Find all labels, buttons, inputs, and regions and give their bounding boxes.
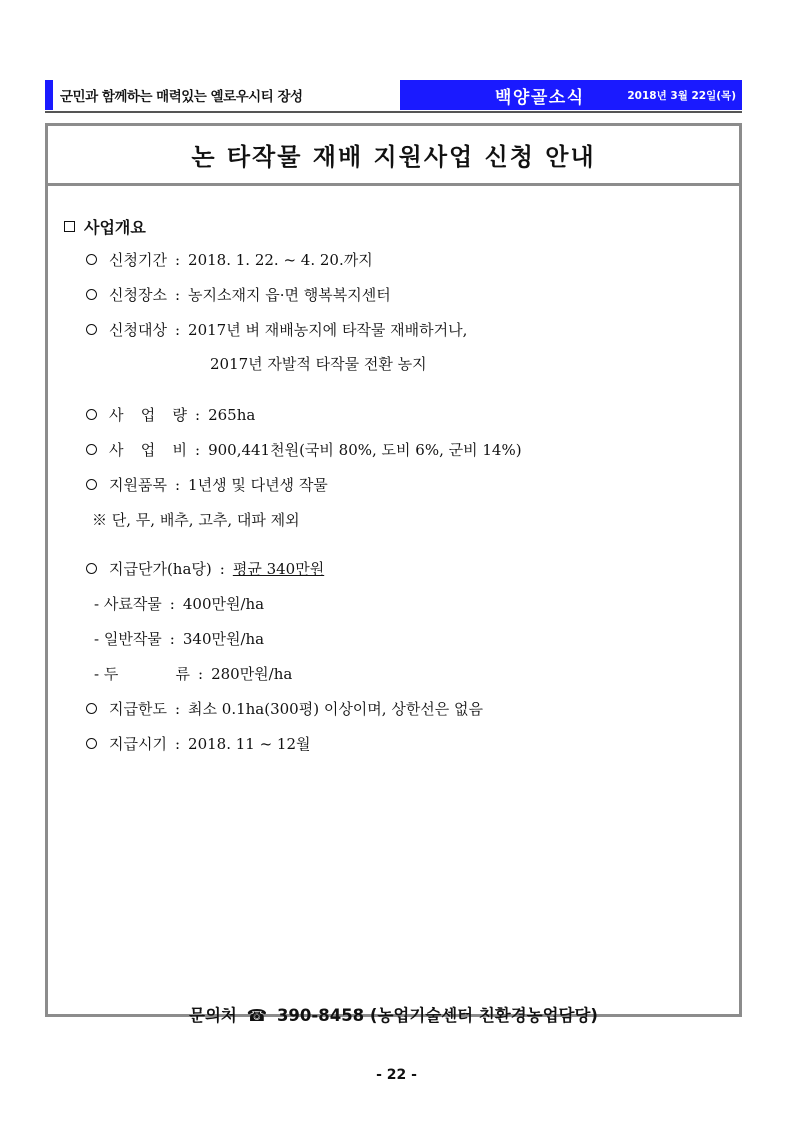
header-slogan: 군민과 함께하는 매력있는 옐로우시티 장성: [60, 89, 303, 105]
contact-info: [48, 1002, 739, 1026]
item-label: 사 업 량: [109, 406, 187, 424]
page-number: - 22 -: [376, 1067, 417, 1083]
circle-bullet-icon: [86, 289, 97, 300]
notice-title: 논 타작물 재배 지원사업 신청 안내: [48, 126, 739, 186]
section-heading-text: 사업개요: [84, 218, 146, 237]
price-feed-crops: - 사료작물 : 400만원/ha: [94, 594, 265, 613]
item-label: 신청장소: [109, 286, 167, 304]
section-heading: [64, 215, 146, 238]
item-period: 신청기간 : 2018. 1. 22. ~ 4. 20.까지: [86, 249, 373, 270]
circle-bullet-icon: [86, 409, 97, 420]
item-label: 지급시기: [109, 735, 167, 753]
newsletter-date: 2018년 3월 22일(목): [627, 90, 736, 102]
header-newsletter-banner: [400, 80, 742, 110]
item-label: 신청대상: [109, 321, 167, 339]
contact-department: (농업기술센터 친환경농업담당): [369, 1006, 598, 1025]
item-target-continued: [210, 353, 427, 374]
circle-bullet-icon: [86, 479, 97, 490]
item-target: 신청대상 : 2017년 벼 재배농지에 타작물 재배하거나,: [86, 319, 467, 340]
header-accent-bar: [45, 80, 53, 110]
item-value: 280만원/ha: [211, 665, 293, 683]
item-label: 신청기간: [109, 251, 167, 269]
circle-bullet-icon: [86, 324, 97, 335]
item-value: 2018. 1. 22. ~ 4. 20.까지: [188, 251, 373, 269]
notice-frame: [45, 123, 742, 1025]
item-limit: 지급한도 : 최소 0.1ha(300평) 이상이며, 상한선은 없음: [86, 698, 483, 719]
item-value: 최소 0.1ha(300평) 이상이며, 상한선은 없음: [188, 700, 484, 718]
circle-bullet-icon: [86, 738, 97, 749]
circle-bullet-icon: [86, 703, 97, 714]
item-label: - 두 류: [94, 665, 190, 683]
item-value: 900,441천원(국비 80%, 도비 6%, 군비 14%): [208, 441, 522, 459]
item-label: 지급한도: [109, 700, 167, 718]
item-value: 농지소재지 읍·면 행복복지센터: [188, 286, 391, 304]
contact-label: 문의처: [189, 1006, 237, 1025]
item-value: 2017년 자발적 타작물 전환 농지: [210, 355, 427, 373]
item-label: 지원품목: [109, 476, 167, 494]
item-value: 2018. 11 ~ 12월: [188, 735, 311, 753]
price-general-crops: - 일반작물 : 340만원/ha: [94, 629, 265, 648]
item-value: 265ha: [208, 405, 256, 424]
newsletter-title: 백양골소식: [495, 88, 585, 108]
item-place: 신청장소 : 농지소재지 읍·면 행복복지센터: [86, 284, 391, 305]
phone-icon: ☎: [246, 1006, 268, 1025]
item-value: 340만원/ha: [182, 630, 265, 648]
circle-bullet-icon: [86, 563, 97, 574]
item-value: 2017년 벼 재배농지에 타작물 재배하거나,: [188, 321, 468, 339]
item-label: - 사료작물: [94, 595, 162, 613]
exclusion-note: ※ 단, 무, 배추, 고추, 대파 제외: [92, 511, 300, 529]
item-label: - 일반작물: [94, 630, 162, 648]
price-legumes: - 두 류 : 280만원/ha: [94, 664, 293, 683]
circle-bullet-icon: [86, 254, 97, 265]
item-timing: 지급시기 : 2018. 11 ~ 12월: [86, 733, 311, 754]
square-bullet-icon: [64, 221, 75, 232]
contact-phone: 390-8458: [276, 1006, 365, 1025]
item-value: 400만원/ha: [182, 595, 265, 613]
item-budget: 사 업 비 : 900,441천원(국비 80%, 도비 6%, 군비 14%): [86, 439, 522, 460]
header-divider: [45, 111, 742, 113]
circle-bullet-icon: [86, 444, 97, 455]
item-value: 평균 340만원: [232, 560, 325, 578]
item-unit-price: 지급단가(ha당) : 평균 340만원: [86, 558, 324, 579]
item-label: 지급단가(ha당): [109, 560, 212, 578]
item-value: 1년생 및 다년생 작물: [188, 476, 328, 494]
item-quantity: 사 업 량 : 265ha: [86, 404, 255, 425]
item-crops: 지원품목 : 1년생 및 다년생 작물: [86, 474, 328, 495]
item-label: 사 업 비: [109, 441, 187, 459]
